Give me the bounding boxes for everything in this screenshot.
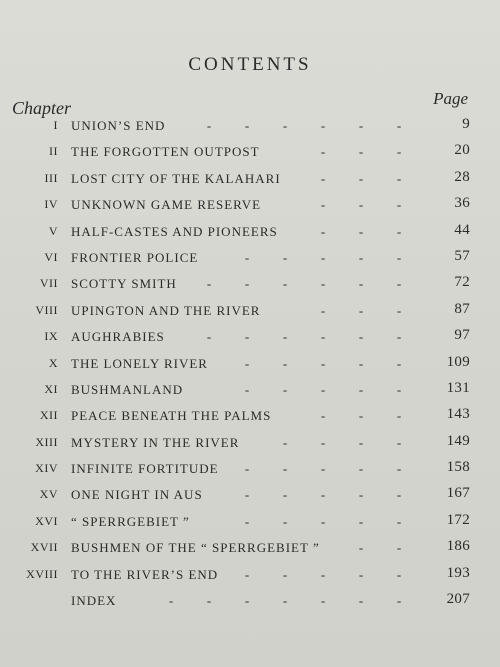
chapter-number: XVIII [26,566,58,581]
page-number: 57 [454,247,470,264]
chapter-title: LOST CITY OF THE KALAHARI [71,170,281,186]
page-number: 9 [462,116,470,132]
contents-entry [0,323,500,349]
contents-entry [0,587,500,613]
chapter-title: INFINITE FORTITUDE [71,461,219,477]
dash-leaders: - - - - - - [206,118,402,133]
dash-leaders: - - - - - [244,513,402,529]
page-number: 87 [454,300,470,317]
contents-entry [0,244,500,270]
page-number: 72 [454,274,470,291]
dash-leaders: - - - [320,408,402,424]
page-number: 143 [446,406,470,423]
dash-leaders: - - - - - - [206,276,402,292]
dash-leaders: - - - - [282,434,402,450]
dash-leaders: - - [358,540,402,556]
chapter-title: HALF-CASTES AND PIONEERS [71,223,278,239]
contents-entry [0,534,500,560]
contents-entry [0,508,500,534]
dash-leaders: - - - - - [244,355,402,371]
contents-entry [0,191,500,217]
chapter-title: FRONTIER POLICE [71,249,199,265]
page-number: 44 [454,221,470,238]
chapter-number: I [53,118,58,132]
dash-leaders: - - - - - [244,566,402,582]
page-number: 28 [454,168,470,185]
chapter-column-header: Chapter [12,98,72,118]
contents-entry [0,165,500,191]
dash-leaders: - - - [320,197,402,213]
dash-leaders: - - - - - [244,461,402,477]
chapter-number: III [44,170,58,185]
page-number: 167 [446,485,470,502]
contents-entry [0,481,500,507]
chapter-number: XIV [35,461,58,476]
contents-entry [0,350,500,376]
chapter-number: XII [39,408,58,423]
page-number: 97 [454,327,470,344]
contents-entry [0,297,500,323]
contents-entry [0,138,500,164]
chapter-number: VI [44,249,58,264]
chapter-number: XVII [30,540,58,555]
chapter-number: V [48,223,58,238]
chapter-number: IV [44,197,58,212]
dash-leaders: - - - - - [244,381,402,397]
chapter-number: XI [44,381,58,396]
page-column-header: Page [433,89,468,108]
chapter-number: VII [39,276,58,291]
chapter-number: XVI [35,513,58,528]
chapter-title: ONE NIGHT IN AUS [71,487,203,503]
contents-entry [0,561,500,587]
page-number: 158 [446,459,470,476]
chapter-title: THE LONELY RIVER [71,355,208,371]
page-number: 186 [446,538,470,555]
contents-entry [0,429,500,455]
chapter-number: II [49,144,58,159]
contents-list [0,112,500,613]
chapter-title: THE FORGOTTEN OUTPOST [71,144,260,160]
contents-entry [0,455,500,481]
chapter-number: XIII [35,434,58,449]
chapter-number: X [48,355,58,370]
contents-entry [0,218,500,244]
page-number: 207 [446,591,470,608]
page-number: 172 [446,511,470,528]
dash-leaders: - - - [320,144,402,160]
page-number: 20 [454,142,470,159]
dash-leaders: - - - [320,302,402,318]
contents-entry [0,376,500,402]
dash-leaders: - - - - - - - [168,593,402,609]
chapter-title: UNKNOWN GAME RESERVE [71,197,262,213]
chapter-title: TO THE RIVER’S END [71,566,219,582]
chapter-title: SCOTTY SMITH [71,276,177,292]
page-number: 131 [446,379,470,396]
contents-entry [0,112,500,138]
chapter-title: AUGHRABIES [71,329,165,345]
dash-leaders: - - - - - - [206,329,402,345]
page-number: 36 [454,195,470,212]
page-number: 109 [446,353,470,370]
dash-leaders: - - - - - [244,249,402,265]
chapter-title: PEACE BENEATH THE PALMS [71,408,272,424]
chapter-title: “ SPERRGEBIET ” [71,513,190,529]
chapter-title: UPINGTON AND THE RIVER [71,302,261,318]
chapter-title: BUSHMANLAND [71,381,184,397]
contents-entry [0,270,500,296]
dash-leaders: - - - - - [244,487,402,503]
dash-leaders: - - - [320,170,402,186]
dash-leaders: - - - [320,223,402,239]
chapter-title: INDEX [71,593,117,609]
chapter-title: MYSTERY IN THE RIVER [71,434,240,450]
contents-entry [0,402,500,428]
chapter-number: VIII [35,302,58,317]
chapter-number: XV [39,487,58,502]
page-number: 149 [446,432,470,449]
chapter-title: BUSHMEN OF THE “ SPERRGEBIET ” [71,540,320,556]
page-number: 193 [446,564,470,581]
chapter-number: IX [44,329,58,344]
page-title: CONTENTS [188,54,312,75]
chapter-title: UNION’S END [71,118,166,133]
